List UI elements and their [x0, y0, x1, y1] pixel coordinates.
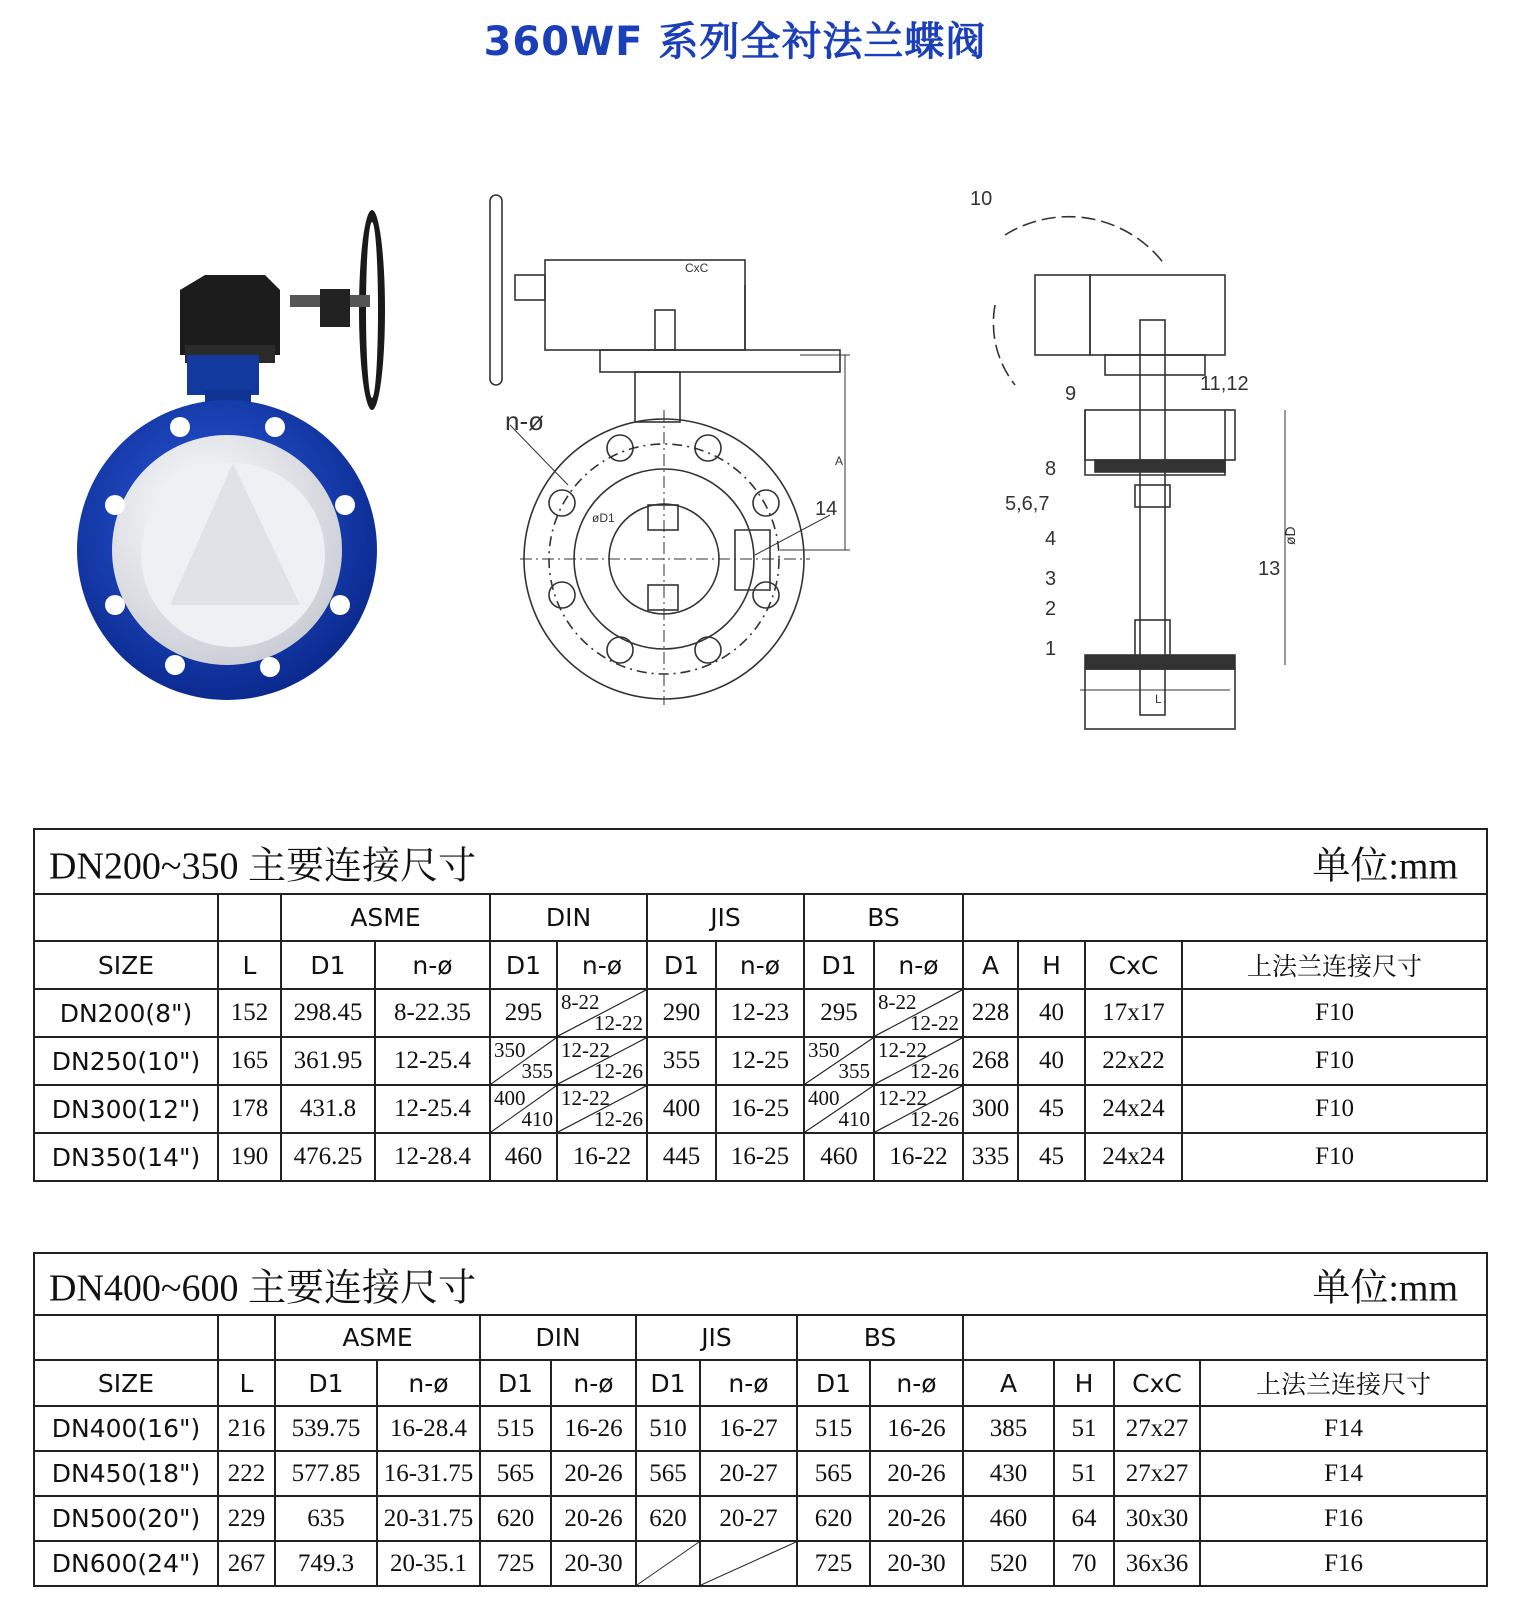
table-row — [34, 1541, 1487, 1586]
group-jis: JIS — [636, 1315, 797, 1360]
split-top: 12-22 — [561, 1038, 610, 1062]
label-n-phi: n-ø — [505, 406, 544, 436]
cell-a: 228 — [963, 989, 1018, 1037]
label-a: A — [835, 454, 844, 468]
cell-flange: F14 — [1200, 1451, 1487, 1496]
cell-asme-n: 12-28.4 — [375, 1133, 490, 1181]
col-asme-d1: D1 — [275, 1360, 377, 1406]
table-row — [34, 1133, 1487, 1181]
cell-bs-d1: 725 — [797, 1541, 870, 1586]
cell-size: DN250(10") — [34, 1037, 218, 1085]
col-h: H — [1018, 941, 1085, 989]
table-row — [34, 1037, 1487, 1085]
cell-jis-d1: 445 — [647, 1133, 716, 1181]
spec-table-dn200-350 — [33, 828, 1488, 1182]
split-bottom: 12-26 — [594, 1059, 643, 1083]
cell-h: 40 — [1018, 989, 1085, 1037]
cell-l: 267 — [218, 1541, 275, 1586]
cell-asme-n: 16-28.4 — [377, 1406, 480, 1451]
split-bottom: 12-26 — [910, 1059, 959, 1083]
cell-cxc: 22x22 — [1085, 1037, 1182, 1085]
table2-caption: DN400~600 主要连接尺寸 — [49, 1267, 476, 1310]
cell-jis-n: 16-25 — [716, 1085, 804, 1133]
cell-l: 152 — [218, 989, 281, 1037]
cell-asme-n: 16-31.75 — [377, 1451, 480, 1496]
table2-unit: 单位:mm — [1312, 1267, 1459, 1310]
cell-a: 430 — [963, 1451, 1054, 1496]
split-bottom: 12-22 — [594, 1011, 643, 1035]
section-view-drawing — [970, 185, 1315, 715]
split-bottom: 12-26 — [594, 1107, 643, 1131]
col-h: H — [1054, 1360, 1114, 1406]
cell-jis-n: 12-23 — [716, 989, 804, 1037]
cell-bs-d1-split — [804, 1037, 874, 1085]
cell-asme-d1: 298.45 — [281, 989, 375, 1037]
col-flange: 上法兰连接尺寸 — [1182, 941, 1487, 989]
label-cxc: CxC — [685, 261, 709, 275]
split-top: 350 — [494, 1038, 526, 1062]
cell-jis-d1: 290 — [647, 989, 716, 1037]
cell-a: 385 — [963, 1406, 1054, 1451]
label-5-6-7: 5,6,7 — [1005, 493, 1050, 515]
cell-din-d1: 565 — [480, 1451, 551, 1496]
cell-flange: F10 — [1182, 1085, 1487, 1133]
cell-asme-n: 8-22.35 — [375, 989, 490, 1037]
col-flange: 上法兰连接尺寸 — [1200, 1360, 1487, 1406]
split-top: 12-22 — [878, 1038, 927, 1062]
col-l: L — [218, 1360, 275, 1406]
label-10: 10 — [970, 188, 993, 210]
cell-asme-n: 20-35.1 — [377, 1541, 480, 1586]
cell-h: 45 — [1018, 1085, 1085, 1133]
cell-flange: F16 — [1200, 1496, 1487, 1541]
group-din: DIN — [480, 1315, 636, 1360]
cell-din-n: 16-26 — [551, 1406, 636, 1451]
split-bottom: 410 — [521, 1107, 553, 1131]
cell-din-n: 20-26 — [551, 1451, 636, 1496]
cell-bs-n-split — [874, 1037, 963, 1085]
col-jis-n: n-ø — [700, 1360, 797, 1406]
cell-size: DN400(16") — [34, 1406, 218, 1451]
cell-bs-n-split — [874, 989, 963, 1037]
col-din-n: n-ø — [551, 1360, 636, 1406]
cell-l: 165 — [218, 1037, 281, 1085]
cell-a: 335 — [963, 1133, 1018, 1181]
cell-din-d1: 515 — [480, 1406, 551, 1451]
cell-din-n-split — [557, 1085, 647, 1133]
cell-jis-d1: 400 — [647, 1085, 716, 1133]
blank-cell — [34, 894, 218, 941]
cell-din-d1: 620 — [480, 1496, 551, 1541]
cell-flange: F10 — [1182, 1037, 1487, 1085]
col-din-d1: D1 — [490, 941, 557, 989]
col-a: A — [963, 1360, 1054, 1406]
table-row — [34, 1451, 1487, 1496]
split-top: 400 — [808, 1086, 840, 1110]
col-cxc: CxC — [1114, 1360, 1200, 1406]
group-bs: BS — [797, 1315, 963, 1360]
cell-asme-n: 20-31.75 — [377, 1496, 480, 1541]
split-bottom: 355 — [521, 1059, 553, 1083]
col-din-n: n-ø — [557, 941, 647, 989]
group-asme: ASME — [275, 1315, 480, 1360]
cell-cxc: 24x24 — [1085, 1133, 1182, 1181]
cell-jis-d1: 620 — [636, 1496, 700, 1541]
cell-size: DN450(18") — [34, 1451, 218, 1496]
split-top: 350 — [808, 1038, 840, 1062]
col-size: SIZE — [34, 1360, 218, 1406]
cell-asme-d1: 749.3 — [275, 1541, 377, 1586]
col-asme-n: n-ø — [375, 941, 490, 989]
cell-size: DN200(8") — [34, 989, 218, 1037]
cell-jis-n: 12-25 — [716, 1037, 804, 1085]
split-top: 8-22 — [878, 990, 917, 1014]
cell-h: 45 — [1018, 1133, 1085, 1181]
label-3: 3 — [1045, 568, 1057, 590]
cell-cxc: 24x24 — [1085, 1085, 1182, 1133]
cell-din-n: 20-30 — [551, 1541, 636, 1586]
label-4: 4 — [1045, 528, 1057, 550]
front-view-drawing — [490, 185, 870, 705]
cell-jis-d1: 355 — [647, 1037, 716, 1085]
cell-flange: F14 — [1200, 1406, 1487, 1451]
label-2: 2 — [1045, 598, 1057, 620]
col-jis-d1: D1 — [647, 941, 716, 989]
label-9: 9 — [1065, 383, 1077, 405]
split-bottom: 410 — [838, 1107, 870, 1131]
cell-asme-d1: 635 — [275, 1496, 377, 1541]
cell-flange: F10 — [1182, 1133, 1487, 1181]
cell-din-n-split — [557, 1037, 647, 1085]
split-bottom: 355 — [838, 1059, 870, 1083]
label-13: 13 — [1258, 558, 1281, 580]
label-l: L — [1155, 692, 1162, 706]
col-bs-d1: D1 — [797, 1360, 870, 1406]
cell-size: DN300(12") — [34, 1085, 218, 1133]
col-l: L — [218, 941, 281, 989]
col-size: SIZE — [34, 941, 218, 989]
cell-din-d1: 725 — [480, 1541, 551, 1586]
cell-bs-n: 20-26 — [870, 1496, 963, 1541]
cell-h: 70 — [1054, 1541, 1114, 1586]
cell-flange: F16 — [1200, 1541, 1487, 1586]
cell-jis-n-na — [700, 1541, 797, 1586]
split-top: 12-22 — [878, 1086, 927, 1110]
col-bs-d1: D1 — [804, 941, 874, 989]
split-top: 400 — [494, 1086, 526, 1110]
cell-bs-n-split — [874, 1085, 963, 1133]
blank-cell — [963, 894, 1487, 941]
cell-size: DN500(20") — [34, 1496, 218, 1541]
cell-din-d1: 295 — [490, 989, 557, 1037]
cell-h: 51 — [1054, 1406, 1114, 1451]
group-bs: BS — [804, 894, 963, 941]
col-din-d1: D1 — [480, 1360, 551, 1406]
cell-bs-d1: 565 — [797, 1451, 870, 1496]
col-a: A — [963, 941, 1018, 989]
table1-unit: 单位:mm — [1312, 845, 1459, 887]
col-jis-n: n-ø — [716, 941, 804, 989]
cell-asme-d1: 476.25 — [281, 1133, 375, 1181]
label-1: 1 — [1045, 638, 1057, 660]
cell-l: 229 — [218, 1496, 275, 1541]
blank-cell — [963, 1315, 1487, 1360]
page-title: 360WF 系列全衬法兰蝶阀 — [483, 19, 987, 65]
cell-size: DN600(24") — [34, 1541, 218, 1586]
cell-a: 520 — [963, 1541, 1054, 1586]
col-asme-n: n-ø — [377, 1360, 480, 1406]
group-din: DIN — [490, 894, 647, 941]
cell-asme-d1: 577.85 — [275, 1451, 377, 1496]
label-8: 8 — [1045, 458, 1057, 480]
col-cxc: CxC — [1085, 941, 1182, 989]
cell-din-n: 20-26 — [551, 1496, 636, 1541]
cell-h: 51 — [1054, 1451, 1114, 1496]
split-bottom: 12-26 — [910, 1107, 959, 1131]
cell-a: 300 — [963, 1085, 1018, 1133]
cell-jis-n: 16-25 — [716, 1133, 804, 1181]
cell-bs-d1: 515 — [797, 1406, 870, 1451]
cell-bs-d1: 620 — [797, 1496, 870, 1541]
split-bottom: 12-22 — [910, 1011, 959, 1035]
table-row — [34, 1496, 1487, 1541]
cell-l: 178 — [218, 1085, 281, 1133]
cell-a: 460 — [963, 1496, 1054, 1541]
cell-bs-n: 20-26 — [870, 1451, 963, 1496]
table-row — [34, 1406, 1487, 1451]
cell-jis-d1: 565 — [636, 1451, 700, 1496]
blank-cell — [218, 1315, 275, 1360]
cell-cxc: 27x27 — [1114, 1451, 1200, 1496]
table1-caption: DN200~350 主要连接尺寸 — [49, 845, 476, 887]
cell-cxc: 30x30 — [1114, 1496, 1200, 1541]
group-jis: JIS — [647, 894, 804, 941]
cell-din-n: 16-22 — [557, 1133, 647, 1181]
cell-asme-d1: 539.75 — [275, 1406, 377, 1451]
cell-asme-d1: 361.95 — [281, 1037, 375, 1085]
cell-size: DN350(14") — [34, 1133, 218, 1181]
table-row — [34, 1085, 1487, 1133]
cell-jis-d1: 510 — [636, 1406, 700, 1451]
cell-flange: F10 — [1182, 989, 1487, 1037]
cell-a: 268 — [963, 1037, 1018, 1085]
cell-cxc: 36x36 — [1114, 1541, 1200, 1586]
cell-bs-n: 20-30 — [870, 1541, 963, 1586]
cell-bs-n: 16-26 — [870, 1406, 963, 1451]
cell-h: 64 — [1054, 1496, 1114, 1541]
cell-l: 222 — [218, 1451, 275, 1496]
cell-jis-n: 16-27 — [700, 1406, 797, 1451]
col-bs-n: n-ø — [870, 1360, 963, 1406]
cell-jis-n: 20-27 — [700, 1451, 797, 1496]
cell-asme-n: 12-25.4 — [375, 1037, 490, 1085]
col-jis-d1: D1 — [636, 1360, 700, 1406]
cell-bs-d1-split — [804, 1085, 874, 1133]
cell-din-d1-split — [490, 1085, 557, 1133]
cell-l: 216 — [218, 1406, 275, 1451]
cell-jis-d1-na — [636, 1541, 700, 1586]
cell-bs-d1: 460 — [804, 1133, 874, 1181]
table2-caption-cell — [34, 1253, 1487, 1315]
valve-photo — [75, 205, 405, 705]
split-top: 8-22 — [561, 990, 600, 1014]
cell-cxc: 17x17 — [1085, 989, 1182, 1037]
group-asme: ASME — [281, 894, 490, 941]
col-bs-n: n-ø — [874, 941, 963, 989]
cell-l: 190 — [218, 1133, 281, 1181]
col-asme-d1: D1 — [281, 941, 375, 989]
cell-cxc: 27x27 — [1114, 1406, 1200, 1451]
cell-din-d1: 460 — [490, 1133, 557, 1181]
cell-asme-n: 12-25.4 — [375, 1085, 490, 1133]
cell-h: 40 — [1018, 1037, 1085, 1085]
cell-bs-d1: 295 — [804, 989, 874, 1037]
split-top: 12-22 — [561, 1086, 610, 1110]
cell-bs-n: 16-22 — [874, 1133, 963, 1181]
table-row — [34, 989, 1487, 1037]
blank-cell — [218, 894, 281, 941]
cell-jis-n: 20-27 — [700, 1496, 797, 1541]
cell-din-d1-split — [490, 1037, 557, 1085]
label-od: øD — [1282, 526, 1298, 545]
label-11-12: 11,12 — [1200, 373, 1249, 395]
cell-din-n-split — [557, 989, 647, 1037]
cell-asme-d1: 431.8 — [281, 1085, 375, 1133]
blank-cell — [34, 1315, 218, 1360]
label-14: 14 — [815, 498, 838, 520]
table1-caption-cell — [34, 829, 1487, 894]
spec-table-dn400-600 — [33, 1252, 1488, 1587]
label-d1: øD1 — [592, 511, 615, 525]
